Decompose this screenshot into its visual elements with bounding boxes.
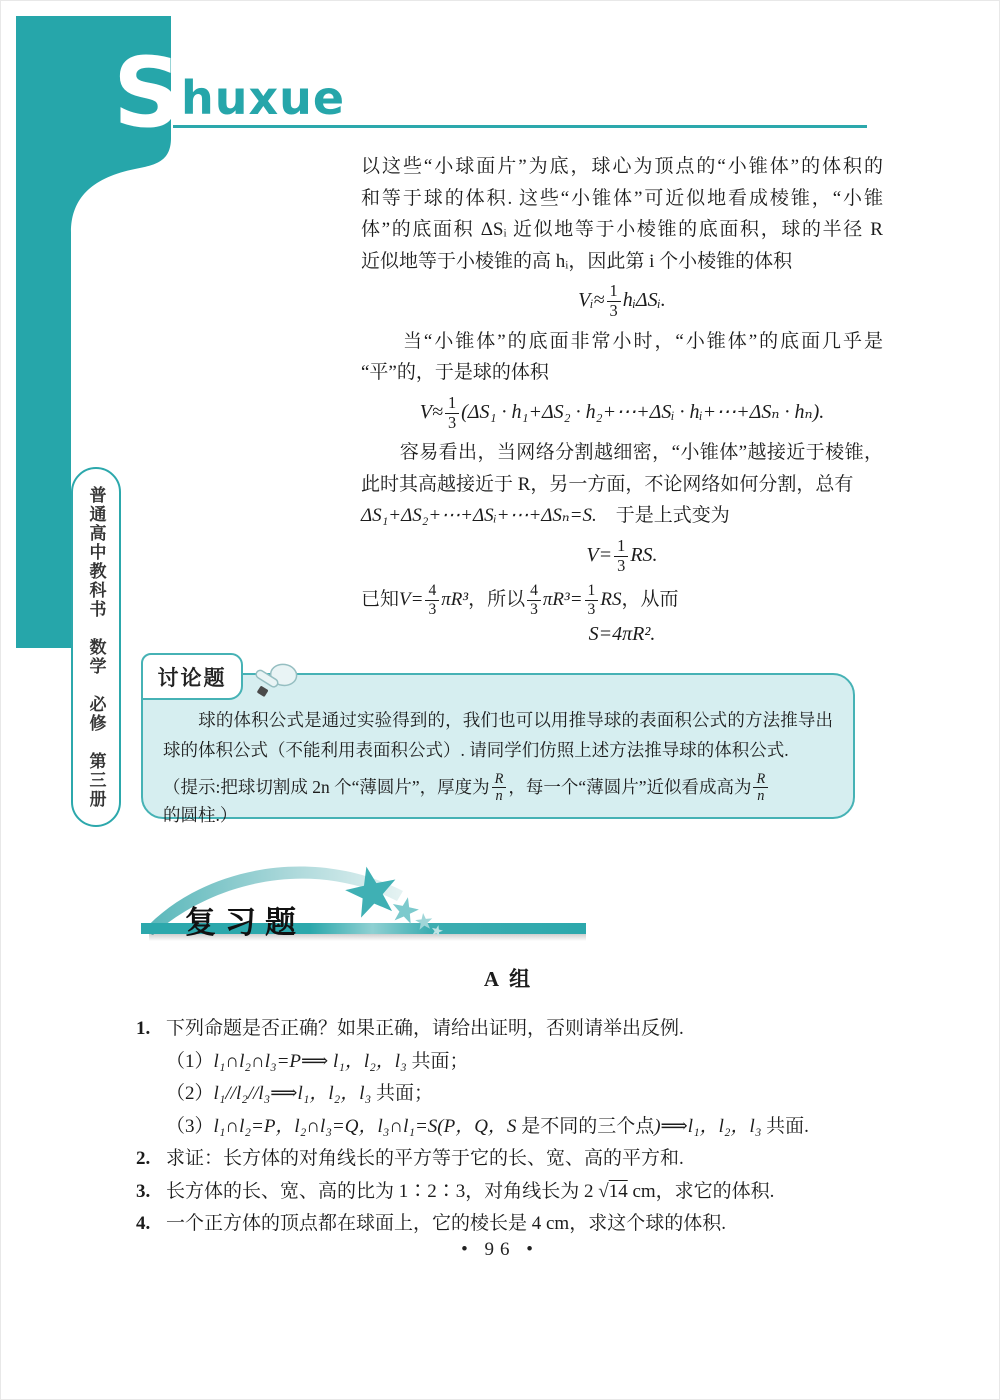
fraction-r-over-n: R n	[753, 771, 768, 805]
problems-list	[136, 1013, 884, 1241]
main-column	[361, 151, 883, 650]
problem-text: 长方体的长、宽、高的比为 1∶2∶3，对角线长为 2 √14 cm，求它的体积.	[166, 1180, 775, 1202]
text-line: 体”的底面积 ΔSᵢ 近似地等于小棱锥的底面积，球的半径 R	[361, 219, 883, 240]
discussion-box	[141, 673, 855, 825]
formula-surface-area: S=4πR².	[588, 623, 656, 646]
fraction-one-third: $\frac{1}{3}$	[585, 582, 599, 619]
problem-text: 一个正方体的顶点都在球面上，它的棱长是 4 cm，求这个球的体积.	[166, 1213, 726, 1234]
text-line: “平”的，于是球的体积	[361, 362, 549, 384]
text-line: 以这些“小球面片”为底，球心为顶点的“小锥体”的体积的	[361, 156, 883, 177]
problem-number: 1.	[136, 1018, 151, 1039]
pointing-hand-icon	[253, 659, 301, 701]
fraction-four-thirds: $\frac{4}{3}$	[425, 582, 439, 619]
sum-equation: ΔS₁+ΔS₂+⋯+ΔSᵢ+⋯+ΔSₙ=S.	[361, 505, 597, 527]
problem-4	[136, 1208, 884, 1241]
paragraph-2	[361, 326, 883, 389]
fraction-one-third: $\frac{1}{3}$	[614, 537, 628, 576]
text-line: 此时其高越接近于 R，另一方面，不论网络如何分割，总有	[361, 473, 854, 495]
problem-2	[136, 1143, 884, 1176]
problem-1-sub-1: （1）l₁∩l₂∩l₃=P⟹ l₁，l₂，l₃ 共面；	[166, 1050, 469, 1072]
discussion-paragraph: 球的体积公式是通过实验得到的，我们也可以用推导球的表面积公式的方法推导出球的体积公式（不能利用表面积公式）. 请同学们仿照上述方法推导球的体积公式.	[163, 710, 833, 760]
formula-vi-lhs: Vᵢ≈	[578, 288, 605, 311]
text-line: 和等于球的体积. 这些“小锥体”可近似地看成棱锥，“小锥	[361, 187, 883, 209]
problem-text: 下列命题是否正确？如果正确，请给出证明，否则请举出反例.	[166, 1018, 684, 1039]
paragraph-3-line-3: ΔS₁+ΔS₂+⋯+ΔSᵢ+⋯+ΔSₙ=S. 于是上式变为	[361, 505, 730, 527]
problem-number: 4.	[136, 1213, 151, 1234]
spine-capsule	[71, 467, 121, 827]
discussion-tab	[141, 653, 243, 700]
radical-sign: √	[598, 1180, 609, 1202]
header-rule	[173, 125, 867, 128]
formula-vi	[361, 282, 883, 321]
page-number: • 96 •	[461, 1239, 539, 1260]
discussion-tab-label: 讨论题	[157, 665, 227, 690]
paragraph-3	[361, 437, 883, 500]
problem-1-sub-2: （2）l₁//l₂//l₃⟹l₁，l₂，l₃ 共面；	[166, 1083, 433, 1104]
text-line: 容易看出，当网络分割越细密，“小锥体”越接近于棱锥，	[361, 442, 883, 464]
intro-paragraph	[361, 151, 883, 277]
spine-text: 普通高中教科书 数学 必修 第三册	[86, 485, 106, 809]
review-title: 复习题	[185, 905, 305, 940]
problem-text: 求证：长方体的对角线长的平方等于它的长、宽、高的平方和.	[166, 1148, 684, 1169]
formula-v-sum: V≈ $\frac{1}{3}$ (ΔS₁ · h₁+ΔS₂ · h₂+⋯+ΔSᵢ · hᵢ+⋯+ΔSₙ · hₙ).	[419, 392, 825, 432]
fraction-four-thirds: 4 3	[527, 582, 541, 619]
text-line: 当“小锥体”的底面非常小时，“小锥体”的底面几乎是	[361, 330, 883, 352]
formula-v-rs: V= $\frac{1}{3}$ RS.	[586, 535, 658, 575]
problem-3	[136, 1176, 884, 1209]
discussion-hint: （提示:把球切割成 2n 个“薄圆片”，厚度为 R n ，每一个“薄圆片”近似看成高为 R n 的圆柱.）	[163, 771, 833, 827]
problem-number: 2.	[136, 1148, 151, 1169]
logo-letter-s: S	[113, 37, 183, 149]
text-line: 近似地等于小棱锥的高 hᵢ，因此第 i 个小棱锥的体积	[361, 250, 793, 272]
group-a-heading: A 组	[483, 967, 534, 991]
problem-number: 3.	[136, 1180, 151, 1202]
review-banner	[141, 861, 586, 957]
formula-vi-rhs: hᵢΔSᵢ.	[622, 288, 666, 311]
radicand: 14	[608, 1180, 628, 1202]
fraction-one-third: $\frac{1}{3}$	[607, 282, 621, 321]
known-volume-line: 已知 V= $\frac{4}{3}$ πR³ ，所以 4 3 πR³= $\frac{1}{3}$ RS ，从而	[361, 581, 679, 618]
fraction-one-third: $\frac{1}{3}$	[445, 394, 459, 433]
fraction-r-over-n: R n	[492, 771, 507, 805]
logo-wordmark: huxue	[181, 71, 346, 125]
problem-1	[136, 1013, 884, 1046]
problem-1-sub-3: （3）l₁∩l₂=P，l₂∩l₃=Q，l₃∩l₁=S(P，Q，S 是不同的三个点)⟹l₁，l₂，l₃ 共面.	[166, 1115, 809, 1137]
